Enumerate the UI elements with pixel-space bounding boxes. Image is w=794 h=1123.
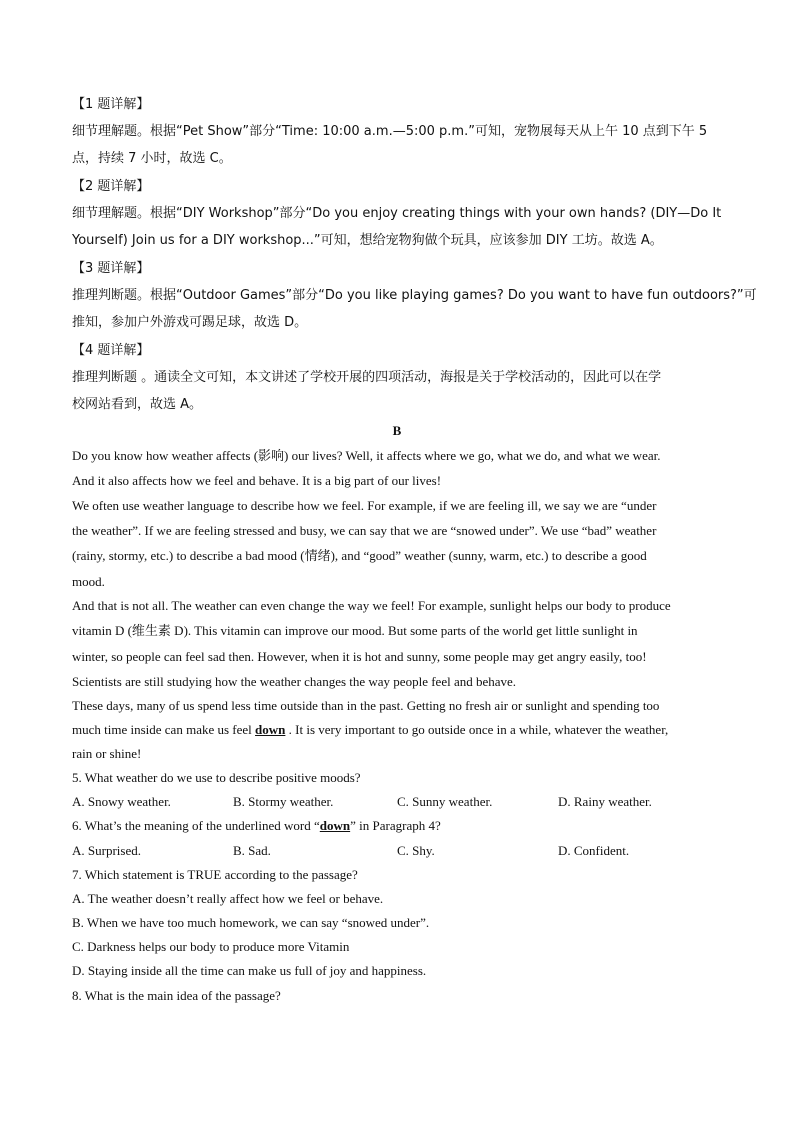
question-5-option-a: A. Snowy weather. xyxy=(72,794,171,809)
question-6-option-a: A. Surprised. xyxy=(72,843,141,858)
passage-line: We often use weather language to describe how we feel. For example, if we are feeling ill, we say we are “under xyxy=(72,498,657,513)
question-5-option-b: B. Stormy weather. xyxy=(233,794,334,809)
passage-line-with-underlined-word xyxy=(72,721,668,739)
q4-explanation-title: 【4 题详解】 xyxy=(72,343,150,358)
question-6-option-b: B. Sad. xyxy=(233,843,271,858)
passage-line: rain or shine! xyxy=(72,746,142,761)
question-5-option-d: D. Rainy weather. xyxy=(558,794,652,809)
q4-explanation-line: 推理判断题 。通读全文可知，本文讲述了学校开展的四项活动，海报是关于学校活动的，因此可以在学 xyxy=(72,370,662,385)
question-6-stem xyxy=(72,817,441,835)
question-6-option-d: D. Confident. xyxy=(558,843,630,858)
passage-text: much time inside can make us feel xyxy=(72,722,256,737)
question-7-option-b: B. When we have too much homework, we can say “snowed under”. xyxy=(72,915,430,930)
q2-explanation-line: Yourself) Join us for a DIY workshop...”可知，想给宠物狗做个玩具，应该参加 DIY 工坊。故选 A。 xyxy=(72,233,663,248)
q3-explanation-line: 推知，参加户外游戏可踢足球，故选 D。 xyxy=(72,315,308,330)
passage-line: the weather”. If we are feeling stressed and busy, we can say that we are “snowed under”. We use “bad” weather xyxy=(72,523,657,538)
passage-line: And that is not all. The weather can even change the way we feel! For example, sunlight helps our body to produce xyxy=(72,598,671,613)
section-b-heading: B xyxy=(392,423,402,438)
question-7-option-a: A. The weather doesn’t really affect how we feel or behave. xyxy=(72,891,384,906)
passage-line: These days, many of us spend less time outside than in the past. Getting no fresh air or sunlight and spending too xyxy=(72,698,660,713)
question-text: ” in Paragraph 4? xyxy=(350,818,441,833)
underlined-word-down: down xyxy=(255,722,286,737)
passage-line: Do you know how weather affects (影响) our lives? Well, it affects where we go, what we do, and what we wear. xyxy=(72,448,661,463)
passage-line: mood. xyxy=(72,574,105,589)
passage-line: vitamin D (维生素 D). This vitamin can improve our mood. But some parts of the world get little sunlight in xyxy=(72,623,638,638)
question-6-option-c: C. Shy. xyxy=(397,843,435,858)
q2-explanation-line: 细节理解题。根据“DIY Workshop”部分“Do you enjoy creating things with your own hands? (DIY—Do It xyxy=(72,206,722,221)
passage-line: (rainy, stormy, etc.) to describe a bad mood (情绪), and “good” weather (sunny, warm, etc.) to describe a good xyxy=(72,548,647,563)
question-7-option-c: C. Darkness helps our body to produce more Vitamin xyxy=(72,939,350,954)
passage-line: winter, so people can feel sad then. However, when it is hot and sunny, some people may get angry easily, too! xyxy=(72,649,647,664)
q3-explanation-title: 【3 题详解】 xyxy=(72,261,150,276)
question-5-stem: 5. What weather do we use to describe positive moods? xyxy=(72,770,361,785)
question-8-stem: 8. What is the main idea of the passage? xyxy=(72,988,281,1003)
q1-explanation-line: 细节理解题。根据“Pet Show”部分“Time: 10:00 a.m.—5:00 p.m.”可知，宠物展每天从上午 10 点到下午 5 xyxy=(72,124,708,139)
underlined-word-down: down xyxy=(319,818,351,833)
question-5-option-c: C. Sunny weather. xyxy=(397,794,493,809)
q3-explanation-line: 推理判断题。根据“Outdoor Games”部分“Do you like playing games? Do you want to have fun outdoors?”可 xyxy=(72,288,757,303)
passage-line: Scientists are still studying how the weather changes the way people feel and behave. xyxy=(72,674,517,689)
passage-text: . It is very important to go outside once in a while, whatever the weather, xyxy=(285,722,669,737)
q1-explanation-title: 【1 题详解】 xyxy=(72,97,150,112)
passage-line: And it also affects how we feel and behave. It is a big part of our lives! xyxy=(72,473,442,488)
q2-explanation-title: 【2 题详解】 xyxy=(72,179,150,194)
q1-explanation-line: 点，持续 7 小时，故选 C。 xyxy=(72,151,232,166)
question-text: 6. What’s the meaning of the underlined word “ xyxy=(72,818,320,833)
question-7-option-d: D. Staying inside all the time can make us full of joy and happiness. xyxy=(72,963,427,978)
q4-explanation-line: 校网站看到，故选 A。 xyxy=(72,397,203,412)
question-7-stem: 7. Which statement is TRUE according to the passage? xyxy=(72,867,358,882)
